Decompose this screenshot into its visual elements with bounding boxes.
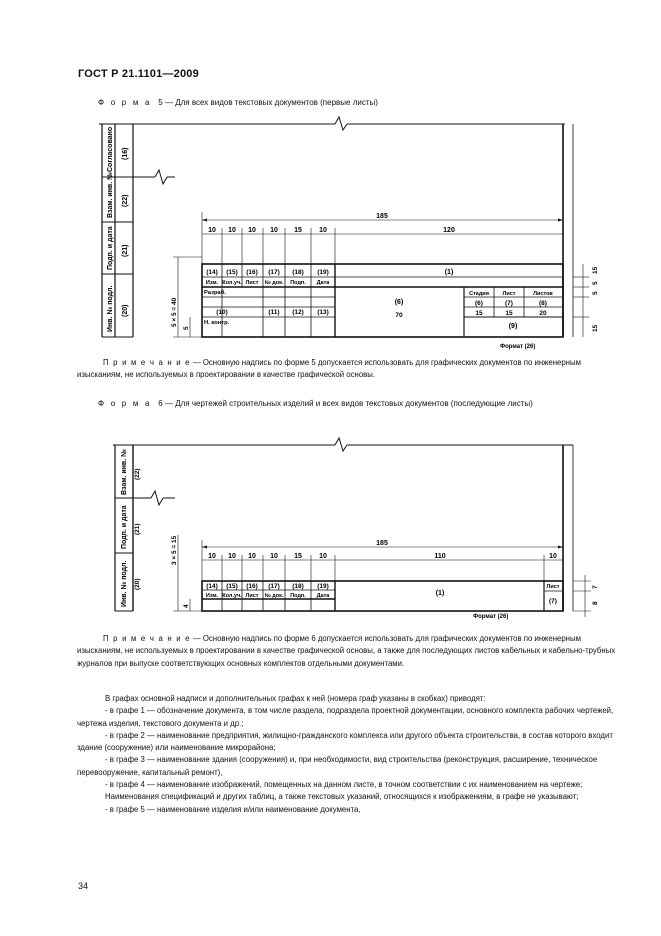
form5-dim: 10 [270,227,278,234]
form6-left-ref: (20) [134,578,141,590]
note5-word: П р и м е ч а н и е [103,358,191,367]
form5-left-label: Взам. инв. № [107,172,114,218]
form6-dim: 10 [319,553,327,560]
form6-cell: Дата [316,593,330,599]
form5-dim: 10 [228,227,236,234]
form5-stage-dim: 15 [475,310,483,317]
form6-drawing [95,425,610,620]
form5-cell: Изм. [205,280,219,286]
form6-cell: (17) [268,583,280,590]
form6-dim-4: 4 [183,604,190,608]
form6-caption-word: Ф о р м а [98,399,152,408]
form6-cell: (18) [292,583,304,590]
form5-cell: Подп. [290,280,306,286]
form6-graph1: (1) [435,590,445,597]
note6-word: П р и м е ч а н и е [103,634,191,643]
form6-sheet-label: Лист [546,584,560,590]
form5-cell: (10) [216,309,228,316]
form5-caption-text: 5 — Для всех видов текстовых документов (первые листы) [158,98,378,107]
form5-left-label: Инв. № подл. [107,285,114,332]
form5-dim-right: 15 [592,324,599,332]
form6-cell: Кол.уч. [222,593,242,599]
form5-cell: (15) [226,269,238,276]
form6-dim: 10 [549,553,557,560]
form5-left-ref: (16) [122,147,129,160]
form5-left-ref: (21) [122,244,129,257]
form6-dim: 185 [376,540,388,547]
note5-text: — Основную надпись по форме 5 допускается использовать для графических документов по инженерным изысканиям, не используемых в проектировании в качестве графической основы. [77,358,581,380]
form6-caption [98,398,608,410]
form6-sheet-ref: (7) [549,598,557,605]
form5-left-ref: (20) [122,304,129,317]
form5-dim-right: 5 [592,281,599,285]
form5-cell: Разраб. [204,290,226,296]
body-text [77,693,617,816]
form5-format: Формат (26) [500,344,536,350]
paragraph: - в графе 5 — наименование изделия и/или наименование документа, [105,804,361,814]
form5-cell: Лист [245,280,259,286]
form6-dim: 10 [208,553,216,560]
form5-cell: (17) [268,269,280,276]
form6-dim-left: 3 × 5 = 15 [171,535,178,565]
form5-cell: Н. контр. [204,320,230,326]
form5-dim-5: 5 [183,326,190,330]
form5-left-label: Согласовано [107,126,114,172]
form6-cell: № док. [264,593,284,599]
form5-cell: (12) [292,309,304,316]
form5-stage-dim: 20 [539,310,547,317]
form6-left-label: Взам. инв. № [121,449,128,495]
form5-stage-label: Лист [502,291,516,297]
form5-cell: (14) [206,269,218,276]
note-form5 [77,357,617,382]
form6-left-label: Подп. и дата [121,505,128,549]
form5-cell: Кол.уч. [222,280,242,286]
form6-dim-right: 8 [592,601,599,605]
paragraph: Наименования спецификаций и других таблиц, а также текстовых указаний, относящихся к изображениям, в графе не указывают; [105,792,579,802]
form5-cell: (11) [268,309,280,316]
form5-dim: 10 [208,227,216,234]
form5-stage-ref: (8) [539,300,547,307]
paragraph: - в графе 2 — наименование предприятия, жилищно-гражданского комплекса или другого объекта строительства, в состав которого входит здание (сооружение) или наименование микрорайона; [77,730,613,753]
form6-dim: 10 [248,553,256,560]
form6-dim: 10 [270,553,278,560]
form5-left-ref: (22) [122,194,129,207]
form5-left-label: Подп. и дата [107,226,114,270]
form6-format: Формат (26) [473,614,509,620]
form6-caption-text: 6 — Для чертежей строительных изделий и всех видов текстовых документов (последующие листы) [158,399,533,408]
form6-dim: 110 [434,553,446,560]
page-header: ГОСТ Р 21.1101—2009 [78,68,199,80]
form5-graph4: (6) [394,299,404,306]
form6-cell: (15) [226,583,238,590]
form5-dim-right: 5 [592,291,599,295]
form5-stage-ref: (7) [505,300,513,307]
form5-dim-right: 15 [592,266,599,274]
form5-dim: 15 [294,227,302,234]
form5-drawing [95,112,610,352]
form5-dim: 10 [319,227,327,234]
form5-dim: 10 [248,227,256,234]
form5-dim: 185 [376,213,388,220]
form5-graph4-dim: 70 [395,312,403,319]
page-number: 34 [78,881,89,891]
form5-stage-ref: (6) [475,300,483,307]
form5-stage-label: Стадия [469,291,489,297]
form6-left-ref: (21) [134,523,141,535]
note-form6 [77,633,617,670]
form5-cell: (16) [246,269,258,276]
form5-cell: № док. [264,280,284,286]
note6-text: — Основную надпись по форме 6 допускается использовать для графических документов по инженерным изысканиям, не используемых в проектировании в качестве графической основы, а также для последующих листов кабельных и кабельно-трубных журналов при выпуске соответствующих основных комплектов отдельными документами. [77,634,616,668]
paragraph: - в графе 3 — наименование здания (сооружения) и, при необходимости, вид строительства (реконструкция, расширение, техническое перевооружение, капитальный ремонт), [77,755,598,777]
paragraph: - в графе 4 — наименование изображений, помещенных на данном листе, в точном соответствии с их наименованием на чертеже; [105,780,583,790]
form6-left-ref: (22) [134,468,141,480]
form6-cell: (19) [317,583,329,590]
form5-cell: (13) [317,309,329,316]
form6-cell: (16) [246,583,258,590]
form6-left-label: Инв. № подл. [121,560,128,607]
form6-cell: Подп. [290,593,306,599]
form5-dim: 120 [443,227,455,234]
form6-cell: Изм. [205,593,219,599]
form6-dim-right: 7 [592,585,599,589]
form6-cell: Лист [245,593,259,599]
form5-caption-word: Ф о р м а [98,98,152,107]
form5-cell: Дата [316,280,330,286]
form6-cell: (14) [206,583,218,590]
form5-graph1: (1) [444,269,454,276]
form5-dim-left: 5 × 5 = 40 [171,297,178,327]
form6-dim: 10 [228,553,236,560]
paragraph: В графах основной надписи и дополнительных графах к ней (номера граф указаны в скобках) приводят: [105,694,486,703]
form5-stage-dim: 15 [505,310,513,317]
form5-cell: (18) [292,269,304,276]
paragraph: - в графе 1 — обозначение документа, в том числе раздела, подраздела проектной документации, основного комплекта рабочих чертежей, чертежа изделия, текстового документа и др.; [77,706,614,728]
form5-stage-label: Листов [533,291,553,297]
form5-caption [98,98,378,107]
form5-graph9: (9) [508,323,518,330]
form6-dim: 15 [294,553,302,560]
form5-cell: (19) [317,269,329,276]
